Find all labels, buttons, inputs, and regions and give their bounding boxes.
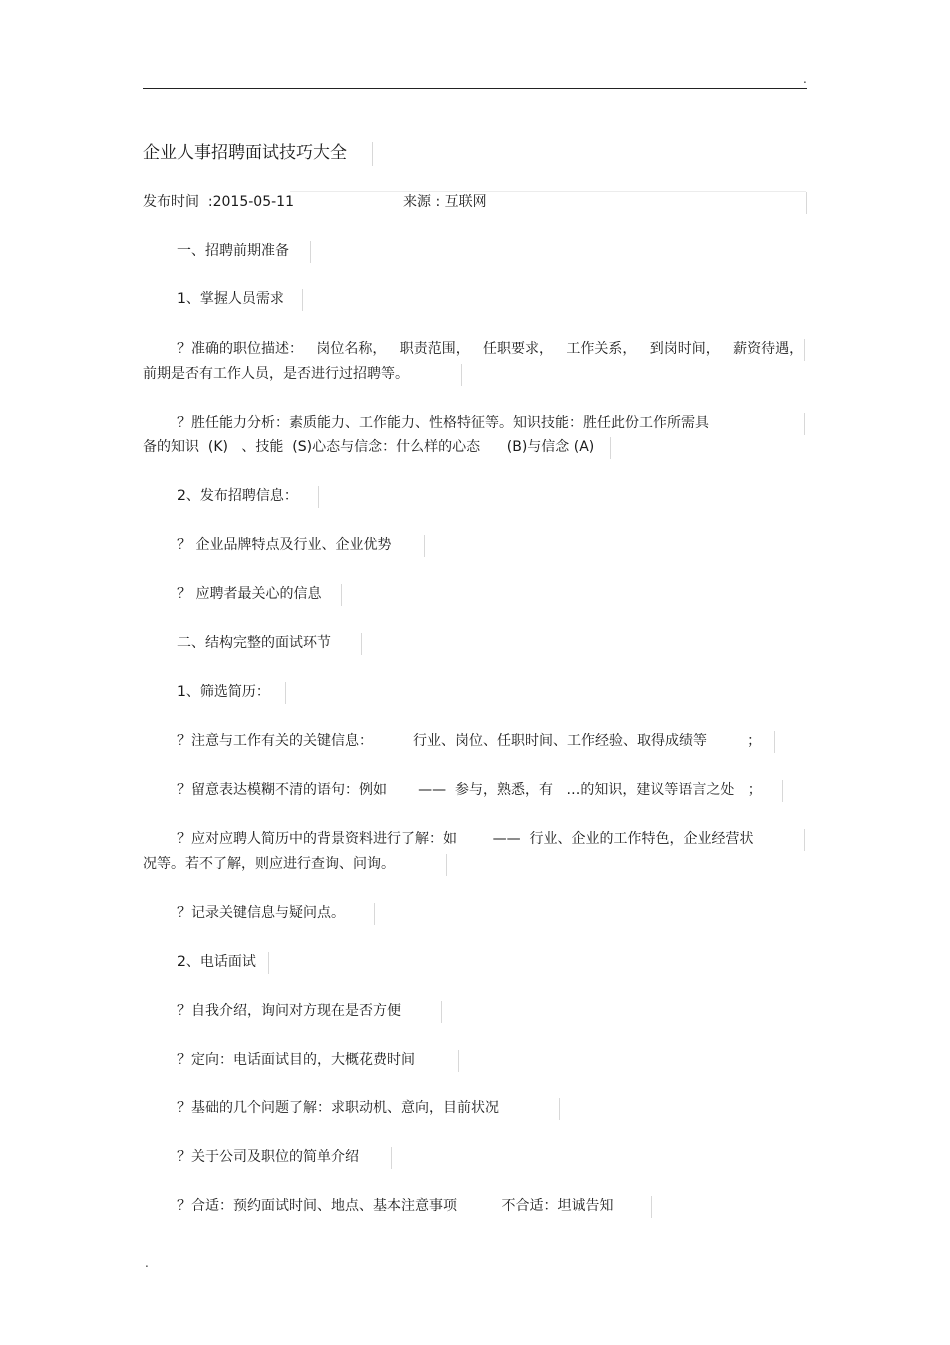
line-divider xyxy=(341,584,342,606)
line-divider xyxy=(310,241,311,263)
bullet-item: ？留意表达模糊不清的语句：例如 —— 参与，熟悉，有 …的知识，建议等语言之处 ； xyxy=(177,782,762,798)
paragraph-line: 备的知识 (K) 、技能 (S)心态与信念：什么样的心态 (B)与信念 (A) xyxy=(143,439,595,455)
meta-divider xyxy=(806,192,807,214)
line-divider xyxy=(391,1147,392,1169)
paragraph-line: 前期是否有工作人员，是否进行过招聘等。 xyxy=(143,366,409,382)
bullet-item: ？定向：电话面试目的，大概花费时间 xyxy=(177,1052,415,1068)
line-divider xyxy=(461,364,462,386)
meta-rule xyxy=(290,191,806,192)
bullet-item: ？ 企业品牌特点及行业、企业优势 xyxy=(177,537,392,553)
line-divider xyxy=(361,633,362,655)
line-divider xyxy=(559,1098,560,1120)
section-heading: 一、招聘前期准备 xyxy=(177,243,289,259)
header-corner-mark: . xyxy=(803,72,807,86)
subsection-heading: 1、筛选简历： xyxy=(177,684,270,700)
line-divider xyxy=(774,731,775,753)
bullet-item: ？关于公司及职位的简单介绍 xyxy=(177,1149,359,1165)
line-divider xyxy=(782,780,783,802)
paragraph-line: ？胜任能力分析：素质能力、工作能力、性格特征等。知识技能：胜任此份工作所需具 xyxy=(177,415,709,431)
line-divider xyxy=(318,486,319,508)
line-divider xyxy=(804,413,805,435)
subsection-heading: 1、掌握人员需求 xyxy=(177,291,284,307)
bullet-item: ？自我介绍，询问对方现在是否方便 xyxy=(177,1003,401,1019)
line-divider xyxy=(424,535,425,557)
paragraph-line: 况等。若不了解，则应进行查询、问询。 xyxy=(143,856,395,872)
footer-corner-mark: . xyxy=(145,1256,149,1270)
article-title: 企业人事招聘面试技巧大全 xyxy=(143,143,347,163)
title-divider xyxy=(372,142,373,166)
subsection-heading: 2、电话面试 xyxy=(177,954,256,970)
line-divider xyxy=(374,903,375,925)
source: 来源 : 互联网 xyxy=(403,194,487,210)
line-divider xyxy=(458,1050,459,1072)
line-divider xyxy=(804,829,805,851)
bullet-item: ？合适：预约面试时间、地点、基本注意事项 不合适：坦诚告知 xyxy=(177,1198,614,1214)
line-divider xyxy=(302,289,303,311)
line-divider xyxy=(446,854,447,876)
section-heading: 二、结构完整的面试环节 xyxy=(177,635,331,651)
line-divider xyxy=(285,682,286,704)
publish-date: 发布时间 :2015-05-11 xyxy=(143,194,294,210)
bullet-item: ？ 应聘者最关心的信息 xyxy=(177,586,322,602)
line-divider xyxy=(651,1196,652,1218)
subsection-heading: 2、发布招聘信息： xyxy=(177,488,298,504)
bullet-item: ？应对应聘人简历中的背景资料进行了解：如 —— 行业、企业的工作特色，企业经营状 xyxy=(177,831,754,847)
bullet-item: ？基础的几个问题了解：求职动机、意向，目前状况 xyxy=(177,1100,499,1116)
bullet-item: ？记录关键信息与疑问点。 xyxy=(177,905,345,921)
line-divider xyxy=(804,339,805,361)
line-divider xyxy=(268,952,269,974)
line-divider xyxy=(610,437,611,459)
header-rule xyxy=(143,88,807,89)
bullet-item: ？注意与工作有关的关键信息： 行业、岗位、任职时间、工作经验、取得成绩等 ； xyxy=(177,733,762,749)
line-divider xyxy=(441,1001,442,1023)
paragraph-line: ？准确的职位描述： 岗位名称， 职责范围， 任职要求， 工作关系， 到岗时间， 薪资待遇， xyxy=(177,341,804,357)
